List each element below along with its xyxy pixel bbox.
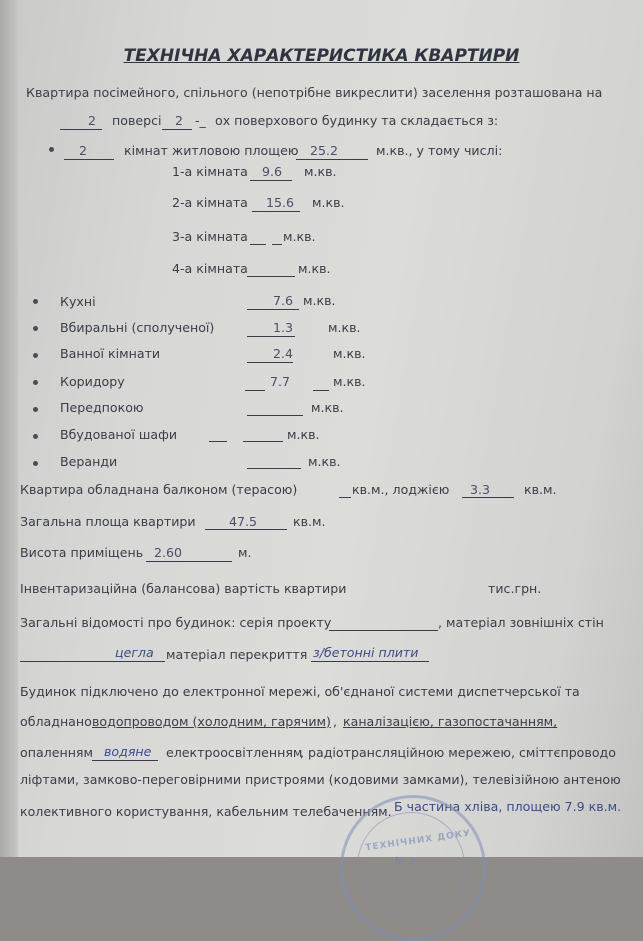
- wc-value: 1.3: [273, 320, 294, 335]
- living-area-unit: м.кв., у тому числі:: [376, 143, 503, 158]
- wall-material-value: цегла: [115, 645, 154, 660]
- paragraph-line-5a: колективного користування, кабельним телебаченням.: [20, 804, 392, 819]
- floors-suffix: ох поверхового будинку та складається з:: [215, 113, 499, 128]
- total-area-value: 47.5: [229, 514, 258, 529]
- stamp-text: ТЕХНІЧНИХ ДОКУ: [364, 828, 472, 854]
- inventory-unit: тис.грн.: [488, 581, 542, 596]
- bullet: [33, 326, 38, 331]
- floors-total-underline: [162, 129, 192, 130]
- room-3-underline-b: [272, 244, 282, 245]
- room-4-underline: [247, 276, 295, 277]
- veranda-unit: м.кв.: [308, 454, 341, 469]
- total-area-unit: кв.м.: [293, 514, 326, 529]
- ceiling-label: матеріал перекриття: [166, 647, 308, 662]
- heating-underline: [92, 760, 158, 761]
- paragraph-line-2a: обладнано: [20, 714, 92, 729]
- bullet: [33, 380, 38, 385]
- wall-material-underline: [20, 661, 165, 662]
- wc-unit: м.кв.: [328, 320, 361, 335]
- bathroom-unit: м.кв.: [333, 346, 366, 361]
- paragraph-line-3c: електроосвітленням: [166, 745, 303, 760]
- general-line-1: Загальні відомості про будинок: серія проекту: [20, 615, 332, 630]
- paragraph-line-2b: водопроводом (холодним, гарячим): [92, 714, 331, 729]
- floor-value: 2: [88, 113, 97, 128]
- inventory-label: Інвентаризаційна (балансова) вартість квартири: [20, 581, 347, 596]
- stamp-number: № 2: [395, 856, 415, 867]
- loggia-value: 3.3: [470, 482, 491, 497]
- closet-underline-a: [209, 441, 227, 442]
- paragraph-line-4: ліфтами, замково-переговірними пристроями (кодовими замками), телевізійною антеною: [20, 772, 621, 787]
- loggia-unit: кв.м.: [524, 482, 557, 497]
- closet-underline-b: [243, 441, 283, 442]
- floors-total-value: 2: [175, 113, 184, 128]
- height-value: 2.60: [154, 545, 183, 560]
- room-2-underline: [252, 211, 300, 212]
- room-2-unit: м.кв.: [312, 195, 345, 210]
- bathroom-underline: [247, 362, 293, 363]
- floor-underline: [60, 129, 102, 130]
- room-3-underline-a: [250, 244, 266, 245]
- room-1-value: 9.6: [262, 164, 283, 179]
- height-unit: м.: [238, 545, 252, 560]
- wc-label: Вбиральні (сполученої): [60, 320, 215, 335]
- hallway-label: Передпокою: [60, 400, 144, 415]
- veranda-label: Веранди: [60, 454, 118, 469]
- bathroom-value: 2.4: [273, 346, 294, 361]
- rooms-count-underline: [64, 159, 114, 160]
- balcony-underline: [339, 497, 351, 498]
- room-4-unit: м.кв.: [298, 261, 331, 276]
- corridor-underline-2: [313, 390, 329, 391]
- bullet: [49, 147, 54, 152]
- document-title: ТЕХНІЧНА ХАРАКТЕРИСТИКА КВАРТИРИ: [123, 46, 520, 66]
- hallway-unit: м.кв.: [311, 400, 344, 415]
- total-area-underline: [205, 529, 287, 530]
- kitchen-value: 7.6: [273, 293, 294, 308]
- living-area-underline: [296, 159, 368, 160]
- room-3-unit: м.кв.: [283, 229, 316, 244]
- bullet: [33, 299, 38, 304]
- wc-underline: [247, 336, 295, 337]
- paragraph-line-5b: Б частина хліва, площею 7.9 кв.м.: [394, 799, 622, 814]
- balcony-unit: кв.м., лоджією: [352, 482, 450, 497]
- room-2-value: 15.6: [266, 195, 295, 210]
- corridor-unit: м.кв.: [333, 374, 366, 389]
- paragraph-line-3a: опаленням: [20, 745, 93, 760]
- official-stamp: [340, 795, 486, 941]
- bullet: [33, 407, 38, 412]
- general-line-1b: , матеріал зовнішніх стін: [438, 615, 604, 630]
- room-1-underline: [250, 180, 292, 181]
- hallway-underline: [247, 415, 303, 416]
- room-1-label: 1-а кімната: [172, 164, 248, 179]
- bathroom-label: Ванної кімнати: [60, 346, 161, 361]
- room-2-label: 2-а кімната: [172, 195, 248, 210]
- ceiling-material-underline: [311, 661, 429, 662]
- room-4-label: 4-а кімната: [172, 261, 248, 276]
- closet-label: Вбудованої шафи: [60, 427, 178, 442]
- living-area-value: 25.2: [310, 143, 339, 158]
- corridor-underline: [245, 390, 265, 391]
- room-3-label: 3-а кімната: [172, 229, 248, 244]
- bullet: [33, 434, 38, 439]
- veranda-underline: [247, 468, 301, 469]
- corridor-value: 7.7: [270, 374, 291, 389]
- bullet: [33, 353, 38, 358]
- height-underline: [146, 561, 232, 562]
- kitchen-label: Кухні: [60, 294, 96, 309]
- balcony-label: Квартира обладнана балконом (терасою): [20, 482, 298, 497]
- rooms-label: кімнат житловою площею: [124, 143, 299, 158]
- paragraph-line-2d: каналізацією, газопостачанням,: [343, 714, 558, 729]
- bullet: [33, 461, 38, 466]
- paragraph-line-2c: ,: [333, 714, 338, 729]
- page-fold: [0, 0, 18, 857]
- loggia-underline: [462, 497, 514, 498]
- kitchen-underline: [247, 309, 299, 310]
- intro-line-1: Квартира посімейного, спільного (непотрібне викреслити) заселення розташована на: [26, 85, 603, 100]
- closet-unit: м.кв.: [287, 427, 320, 442]
- paragraph-line-3d: , радіотрансляційною мережею, сміттєпроводо: [300, 745, 616, 760]
- paragraph-line-3b: водяне: [104, 744, 152, 759]
- ceiling-material-value: з/бетонні плити: [313, 645, 419, 660]
- height-label: Висота приміщень: [20, 545, 144, 560]
- kitchen-unit: м.кв.: [303, 293, 336, 308]
- document-page: ТЕХНІЧНА ХАРАКТЕРИСТИКА КВАРТИРИ Квартира посімейного, спільного (непотрібне викреслити) заселення розташована на 2 поверсі 2 -_ ох поверхового будинку та складається з: 2 кімнат житловою площею 25.2 м.кв., у тому числі: 1-а кімната 9.6 м.кв. 2-а кімната 15.6 м.кв. 3-а кімната м.кв. 4-а кімната м.кв. Кухні 7.6 м.кв. Вбиральні (сполученої) 1.3 м.кв. Ванної кімнати 2.4 м.кв. Коридору 7.7 м.кв. Передпокою м.кв. Вбудованої шафи м.кв. Веранди м.кв. Квартира обладнана балконом (терасою) кв.м., лоджією 3.3 кв.м. Загальна площа квартири 47.5 кв.м. Висота приміщень 2.60 м. Інвентаризаційна (балансова) вартість квартири тис.грн. Загальні відомості про будинок: серія проекту , матеріал зовнішніх стін цегла матеріал перекриття з/бетонні плити Будинок підключено до електронної мережі, об'єднаної системи диспетчерської та обладнано водопроводом (холодним, гарячим) , каналізацією, газопостачанням, опаленням водяне електроосвітленням , радіотрансляційною мережею, сміттєпроводо ліфтами, замково-переговірними пристроями (кодовими замками), телевізійною антеною колективного користування, кабельним телебаченням. Б частина хліва, площею 7.9 кв.м. ТЕХНІЧНИХ ДОКУ № 2: [0, 0, 643, 857]
- room-1-unit: м.кв.: [304, 164, 337, 179]
- paragraph-line-1: Будинок підключено до електронної мережі, об'єднаної системи диспетчерської та: [20, 684, 580, 699]
- rooms-count-value: 2: [79, 143, 88, 158]
- project-series-underline: [329, 630, 438, 631]
- total-area-label: Загальна площа квартири: [20, 514, 196, 529]
- floor-label: поверсі: [112, 113, 162, 128]
- corridor-label: Коридору: [60, 374, 125, 389]
